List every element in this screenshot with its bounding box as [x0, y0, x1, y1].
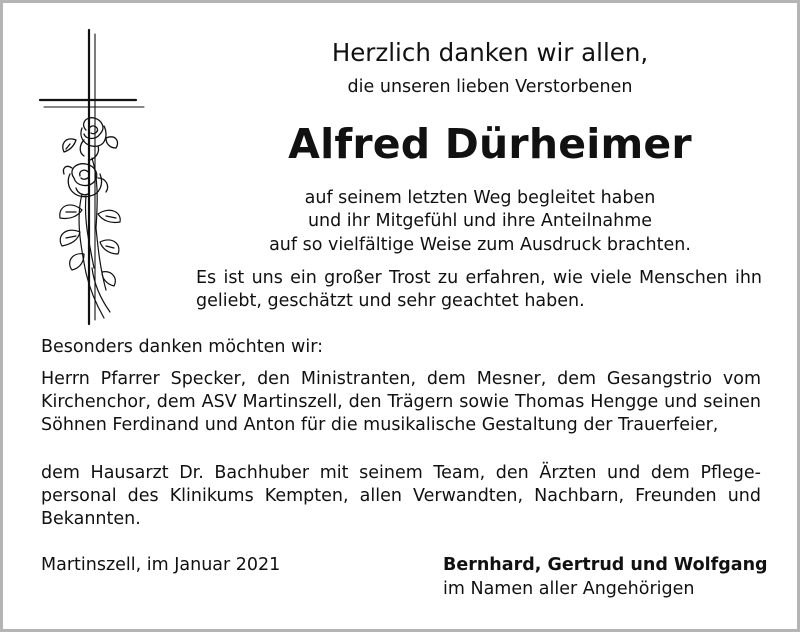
- signers: Bernhard, Gertrud und Wolfgang: [443, 555, 768, 575]
- comfort-paragraph: Es ist uns ein großer Trost zu erfahren, wie viele Menschen ihn geliebt, geschätzt und sehr geachtet haben.: [196, 268, 762, 312]
- greeting-heading: Herzlich danken wir allen,: [331, 38, 649, 67]
- place-date: Martinszell, im Januar 2021: [41, 555, 281, 575]
- deceased-name: Alfred Dürheimer: [288, 120, 692, 168]
- special-thanks-heading: Besonders danken möchten wir:: [41, 337, 323, 357]
- signers-subtitle: im Namen aller Angehörigen: [443, 579, 695, 599]
- thanks-line: auf so vielfältige Weise zum Ausdruck brachten.: [269, 234, 691, 255]
- special-thanks-paragraph: Herrn Pfarrer Specker, den Ministranten, dem Mesner, dem Gesangstrio vom Kirchenchor, dem ASV Martinszell, den Trägern sowie Thomas Hengge und seinen Söhnen Ferdinand und Anton für die musikalische Gestaltung der Trauerfeier,: [41, 369, 761, 436]
- thanks-line: und ihr Mitgefühl und ihre Anteilnahme: [307, 211, 653, 232]
- special-thanks-paragraph: dem Hausarzt Dr. Bachhuber mit seinem Team, den Ärzten und dem Pflege-personal des Klinikums Kempten, allen Verwandten, Nachbarn, Freunden und Bekannten.: [41, 463, 761, 530]
- intro-line: die unseren lieben Verstorbenen: [347, 77, 633, 97]
- thanks-lines: [240, 187, 720, 257]
- cross-with-roses-icon: [36, 28, 148, 328]
- thanks-line: auf seinem letzten Weg begleitet haben: [304, 188, 656, 208]
